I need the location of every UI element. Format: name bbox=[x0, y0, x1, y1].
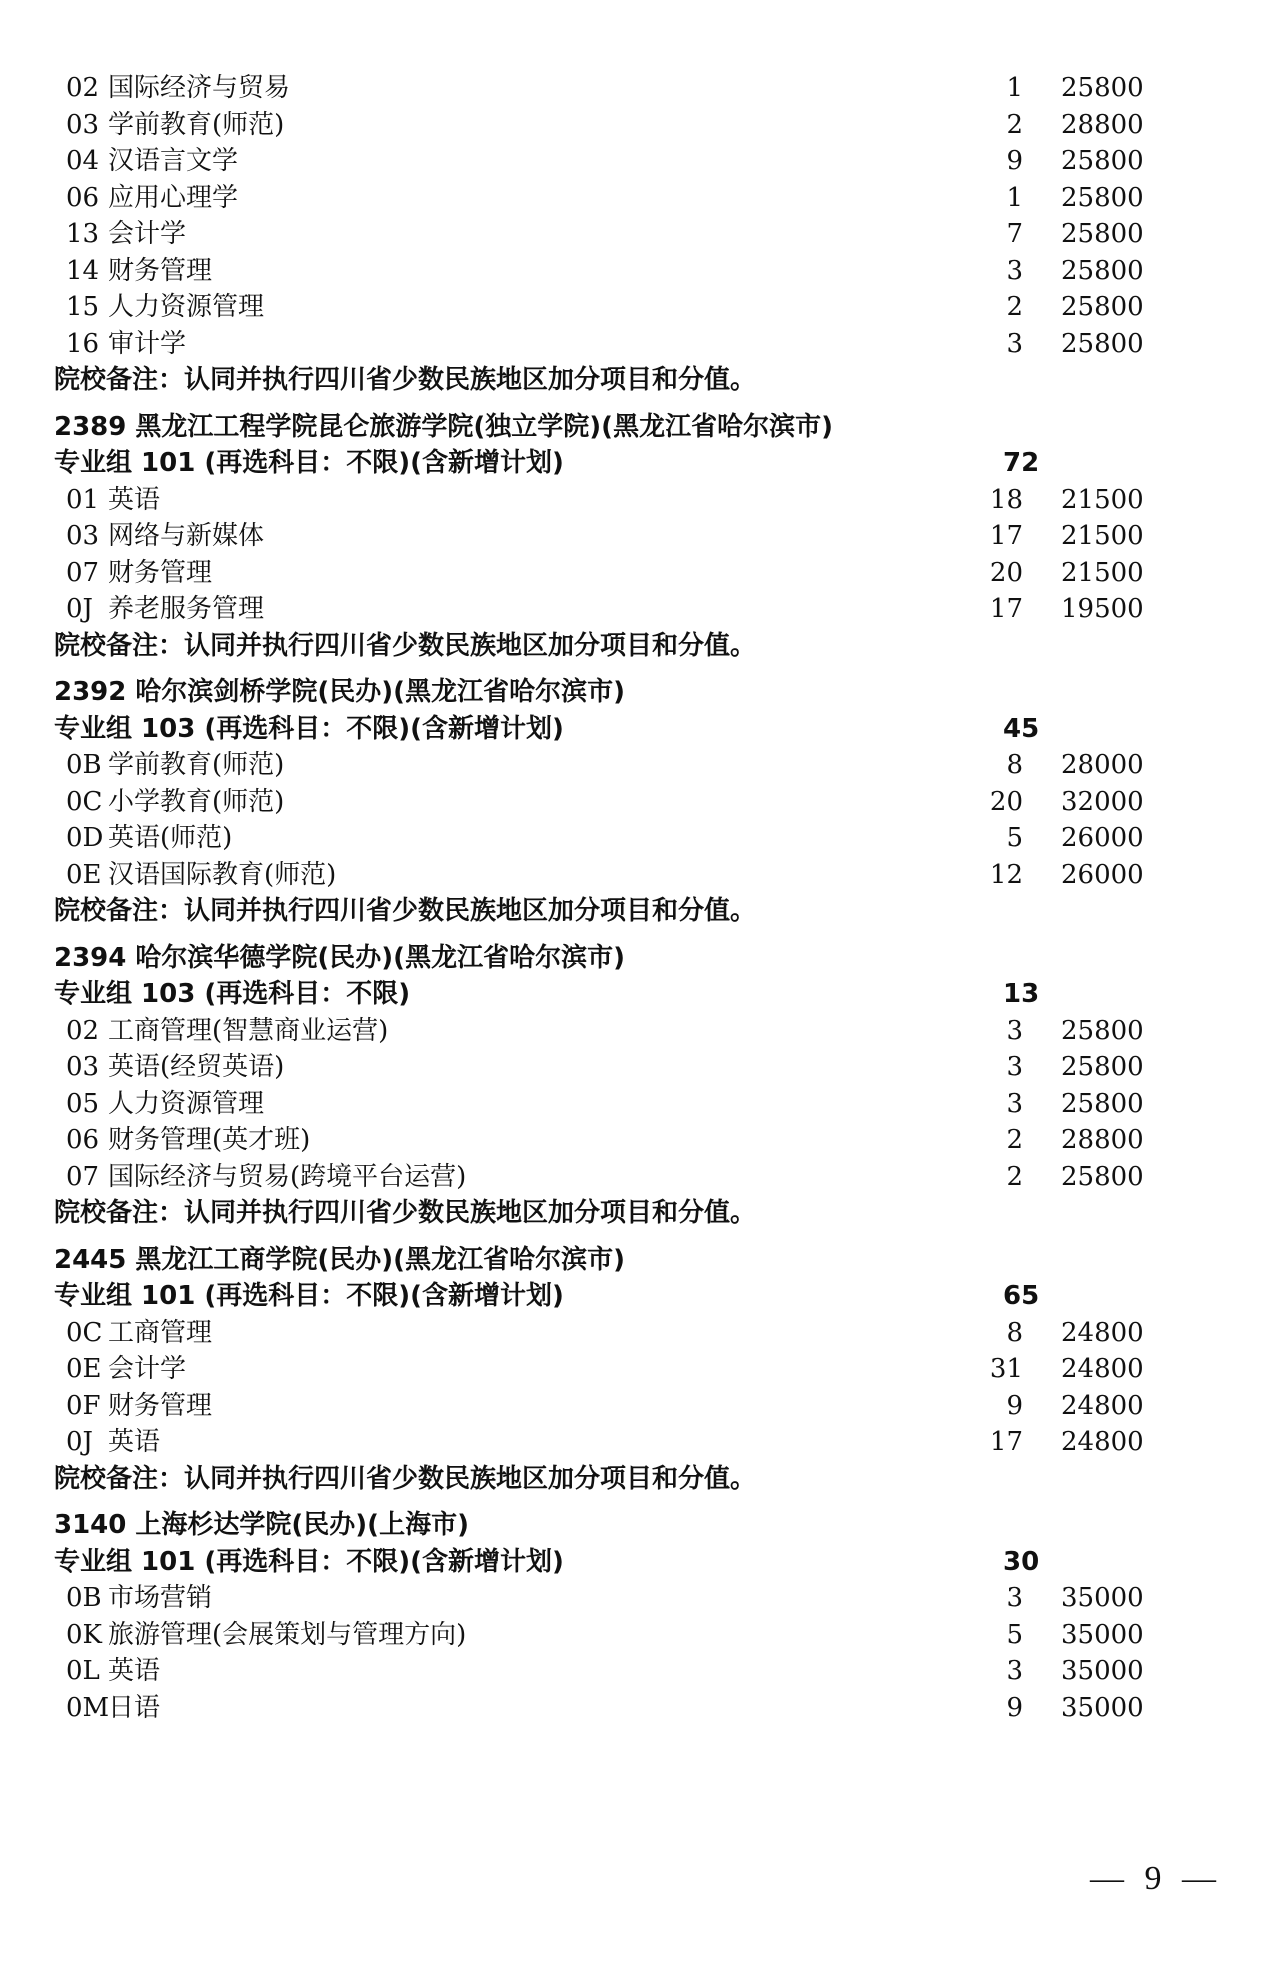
major-code: 13 bbox=[66, 219, 100, 249]
major-fee: 25800 bbox=[1061, 329, 1144, 359]
major-fee: 25800 bbox=[1061, 1089, 1144, 1119]
major-name: 汉语国际教育(师范) bbox=[108, 860, 337, 890]
major-name: 财务管理 bbox=[108, 1391, 213, 1421]
major-row bbox=[0, 1315, 1269, 1352]
major-row bbox=[0, 747, 1269, 784]
major-fee: 24800 bbox=[1061, 1391, 1144, 1421]
major-code: 07 bbox=[66, 558, 100, 588]
major-row bbox=[0, 1617, 1269, 1654]
major-fee: 26000 bbox=[1061, 860, 1144, 890]
major-row bbox=[0, 482, 1269, 519]
note-text: 院校备注：认同并执行四川省少数民族地区加分项目和分值。 bbox=[54, 1464, 757, 1494]
major-row bbox=[0, 253, 1269, 290]
major-plan: 2 bbox=[1006, 1162, 1023, 1192]
major-plan: 3 bbox=[1006, 1052, 1023, 1082]
group-plan-count: 30 bbox=[1003, 1547, 1040, 1577]
school-note bbox=[0, 628, 1269, 665]
major-plan: 9 bbox=[1006, 146, 1023, 176]
group-name: 专业组 103 (再选科目：不限)(含新增计划) bbox=[54, 714, 564, 744]
major-code: 03 bbox=[66, 521, 100, 551]
major-plan: 9 bbox=[1006, 1693, 1023, 1723]
major-fee: 25800 bbox=[1061, 1052, 1144, 1082]
school-header bbox=[0, 674, 1269, 711]
major-fee: 19500 bbox=[1061, 594, 1144, 624]
major-plan: 17 bbox=[989, 521, 1023, 551]
major-code: 02 bbox=[66, 73, 100, 103]
major-row bbox=[0, 1351, 1269, 1388]
major-fee: 25800 bbox=[1061, 183, 1144, 213]
major-code: 14 bbox=[66, 256, 100, 286]
group-plan-count: 13 bbox=[1003, 979, 1040, 1009]
major-plan: 17 bbox=[989, 594, 1023, 624]
major-plan: 2 bbox=[1006, 292, 1023, 322]
school-name: 2389 黑龙江工程学院昆仑旅游学院(独立学院)(黑龙江省哈尔滨市) bbox=[54, 412, 833, 442]
major-fee: 24800 bbox=[1061, 1318, 1144, 1348]
major-plan: 1 bbox=[1006, 73, 1023, 103]
major-code: 15 bbox=[66, 292, 100, 322]
major-name: 学前教育(师范) bbox=[108, 110, 285, 140]
major-row bbox=[0, 143, 1269, 180]
major-plan: 5 bbox=[1006, 823, 1023, 853]
major-row bbox=[0, 1159, 1269, 1196]
school-name: 2394 哈尔滨华德学院(民办)(黑龙江省哈尔滨市) bbox=[54, 943, 625, 973]
major-row bbox=[0, 107, 1269, 144]
major-row bbox=[0, 1690, 1269, 1727]
major-row bbox=[0, 591, 1269, 628]
group-header bbox=[0, 711, 1269, 748]
major-name: 网络与新媒体 bbox=[108, 521, 265, 551]
major-fee: 32000 bbox=[1061, 787, 1144, 817]
major-code: 06 bbox=[66, 183, 100, 213]
major-name: 财务管理 bbox=[108, 558, 213, 588]
major-name: 旅游管理(会展策划与管理方向) bbox=[108, 1620, 467, 1650]
major-plan: 3 bbox=[1006, 1089, 1023, 1119]
major-fee: 28000 bbox=[1061, 750, 1144, 780]
major-name: 汉语言文学 bbox=[108, 146, 239, 176]
major-row bbox=[0, 70, 1269, 107]
major-plan: 12 bbox=[989, 860, 1023, 890]
major-name: 日语 bbox=[108, 1693, 161, 1723]
major-plan: 3 bbox=[1006, 256, 1023, 286]
major-code: 03 bbox=[66, 110, 100, 140]
major-fee: 24800 bbox=[1061, 1354, 1144, 1384]
major-fee: 25800 bbox=[1061, 256, 1144, 286]
major-code: 0E bbox=[66, 1354, 102, 1384]
major-name: 工商管理(智慧商业运营) bbox=[108, 1016, 389, 1046]
note-text: 院校备注：认同并执行四川省少数民族地区加分项目和分值。 bbox=[54, 365, 757, 395]
major-plan: 8 bbox=[1006, 750, 1023, 780]
group-plan-count: 45 bbox=[1003, 714, 1040, 744]
major-fee: 25800 bbox=[1061, 1162, 1144, 1192]
major-code: 0F bbox=[66, 1391, 101, 1421]
major-code: 0E bbox=[66, 860, 102, 890]
major-fee: 35000 bbox=[1061, 1620, 1144, 1650]
major-code: 0L bbox=[66, 1656, 100, 1686]
major-fee: 26000 bbox=[1061, 823, 1144, 853]
major-name: 英语 bbox=[108, 1656, 161, 1686]
school-name: 2445 黑龙江工商学院(民办)(黑龙江省哈尔滨市) bbox=[54, 1245, 625, 1275]
school-header bbox=[0, 940, 1269, 977]
major-code: 01 bbox=[66, 485, 100, 515]
major-name: 英语 bbox=[108, 485, 161, 515]
major-plan: 3 bbox=[1006, 329, 1023, 359]
group-plan-count: 65 bbox=[1003, 1281, 1040, 1311]
major-row bbox=[0, 1013, 1269, 1050]
major-code: 0M bbox=[66, 1693, 110, 1723]
major-code: 0B bbox=[66, 1583, 102, 1613]
major-name: 会计学 bbox=[108, 1354, 187, 1384]
major-code: 07 bbox=[66, 1162, 100, 1192]
major-fee: 25800 bbox=[1061, 219, 1144, 249]
major-name: 人力资源管理 bbox=[108, 292, 265, 322]
major-plan: 5 bbox=[1006, 1620, 1023, 1650]
major-code: 0D bbox=[66, 823, 104, 853]
major-name: 市场营销 bbox=[108, 1583, 213, 1613]
major-row bbox=[0, 180, 1269, 217]
major-fee: 28800 bbox=[1061, 1125, 1144, 1155]
group-name: 专业组 101 (再选科目：不限)(含新增计划) bbox=[54, 1547, 564, 1577]
major-row bbox=[0, 1122, 1269, 1159]
major-row bbox=[0, 820, 1269, 857]
major-name: 财务管理 bbox=[108, 256, 213, 286]
major-plan: 3 bbox=[1006, 1583, 1023, 1613]
major-row bbox=[0, 289, 1269, 326]
major-code: 0C bbox=[66, 1318, 103, 1348]
major-plan: 9 bbox=[1006, 1391, 1023, 1421]
note-text: 院校备注：认同并执行四川省少数民族地区加分项目和分值。 bbox=[54, 1198, 757, 1228]
school-name: 2392 哈尔滨剑桥学院(民办)(黑龙江省哈尔滨市) bbox=[54, 677, 625, 707]
major-code: 0C bbox=[66, 787, 103, 817]
major-row bbox=[0, 1424, 1269, 1461]
major-plan: 3 bbox=[1006, 1656, 1023, 1686]
major-code: 03 bbox=[66, 1052, 100, 1082]
major-plan: 7 bbox=[1006, 219, 1023, 249]
group-name: 专业组 101 (再选科目：不限)(含新增计划) bbox=[54, 448, 564, 478]
group-name: 专业组 103 (再选科目：不限) bbox=[54, 979, 411, 1009]
major-fee: 35000 bbox=[1061, 1583, 1144, 1613]
major-name: 英语(经贸英语) bbox=[108, 1052, 285, 1082]
major-fee: 21500 bbox=[1061, 485, 1144, 515]
major-row bbox=[0, 216, 1269, 253]
group-header bbox=[0, 976, 1269, 1013]
major-name: 英语 bbox=[108, 1427, 161, 1457]
note-text: 院校备注：认同并执行四川省少数民族地区加分项目和分值。 bbox=[54, 896, 757, 926]
major-code: 16 bbox=[66, 329, 100, 359]
school-header bbox=[0, 1242, 1269, 1279]
major-fee: 25800 bbox=[1061, 146, 1144, 176]
major-fee: 24800 bbox=[1061, 1427, 1144, 1457]
school-note bbox=[0, 893, 1269, 930]
major-code: 0B bbox=[66, 750, 102, 780]
major-row bbox=[0, 1388, 1269, 1425]
major-plan: 17 bbox=[989, 1427, 1023, 1457]
major-plan: 1 bbox=[1006, 183, 1023, 213]
major-fee: 25800 bbox=[1061, 292, 1144, 322]
major-code: 0J bbox=[66, 1427, 93, 1457]
major-plan: 2 bbox=[1006, 110, 1023, 140]
major-plan: 18 bbox=[989, 485, 1023, 515]
major-name: 财务管理(英才班) bbox=[108, 1125, 311, 1155]
major-name: 国际经济与贸易(跨境平台运营) bbox=[108, 1162, 467, 1192]
major-name: 养老服务管理 bbox=[108, 594, 265, 624]
major-name: 工商管理 bbox=[108, 1318, 213, 1348]
major-plan: 31 bbox=[989, 1354, 1023, 1384]
school-note bbox=[0, 1461, 1269, 1498]
school-header bbox=[0, 1507, 1269, 1544]
major-code: 04 bbox=[66, 146, 100, 176]
major-name: 会计学 bbox=[108, 219, 187, 249]
major-fee: 35000 bbox=[1061, 1656, 1144, 1686]
major-code: 0K bbox=[66, 1620, 102, 1650]
major-fee: 25800 bbox=[1061, 73, 1144, 103]
school-note bbox=[0, 1195, 1269, 1232]
major-plan: 20 bbox=[989, 787, 1023, 817]
major-code: 05 bbox=[66, 1089, 100, 1119]
major-name: 审计学 bbox=[108, 329, 187, 359]
major-code: 02 bbox=[66, 1016, 100, 1046]
major-plan: 2 bbox=[1006, 1125, 1023, 1155]
major-row bbox=[0, 518, 1269, 555]
major-plan: 3 bbox=[1006, 1016, 1023, 1046]
group-plan-count: 72 bbox=[1003, 448, 1040, 478]
major-row bbox=[0, 326, 1269, 363]
major-fee: 28800 bbox=[1061, 110, 1144, 140]
major-name: 学前教育(师范) bbox=[108, 750, 285, 780]
major-row bbox=[0, 1086, 1269, 1123]
group-header bbox=[0, 445, 1269, 482]
major-row bbox=[0, 784, 1269, 821]
major-row bbox=[0, 555, 1269, 592]
major-name: 英语(师范) bbox=[108, 823, 233, 853]
group-header bbox=[0, 1544, 1269, 1581]
major-row bbox=[0, 1049, 1269, 1086]
group-name: 专业组 101 (再选科目：不限)(含新增计划) bbox=[54, 1281, 564, 1311]
page-number: — 9 — bbox=[1090, 1860, 1222, 1897]
major-plan: 20 bbox=[989, 558, 1023, 588]
major-fee: 25800 bbox=[1061, 1016, 1144, 1046]
major-row bbox=[0, 1653, 1269, 1690]
major-fee: 21500 bbox=[1061, 558, 1144, 588]
major-code: 0J bbox=[66, 594, 93, 624]
school-note bbox=[0, 362, 1269, 399]
major-fee: 35000 bbox=[1061, 1693, 1144, 1723]
major-name: 小学教育(师范) bbox=[108, 787, 285, 817]
note-text: 院校备注：认同并执行四川省少数民族地区加分项目和分值。 bbox=[54, 631, 757, 661]
major-name: 国际经济与贸易 bbox=[108, 73, 291, 103]
school-name: 3140 上海杉达学院(民办)(上海市) bbox=[54, 1510, 469, 1540]
major-row bbox=[0, 857, 1269, 894]
major-row bbox=[0, 1580, 1269, 1617]
group-header bbox=[0, 1278, 1269, 1315]
major-code: 06 bbox=[66, 1125, 100, 1155]
major-fee: 21500 bbox=[1061, 521, 1144, 551]
major-plan: 8 bbox=[1006, 1318, 1023, 1348]
school-header bbox=[0, 409, 1269, 446]
major-name: 人力资源管理 bbox=[108, 1089, 265, 1119]
major-name: 应用心理学 bbox=[108, 183, 239, 213]
